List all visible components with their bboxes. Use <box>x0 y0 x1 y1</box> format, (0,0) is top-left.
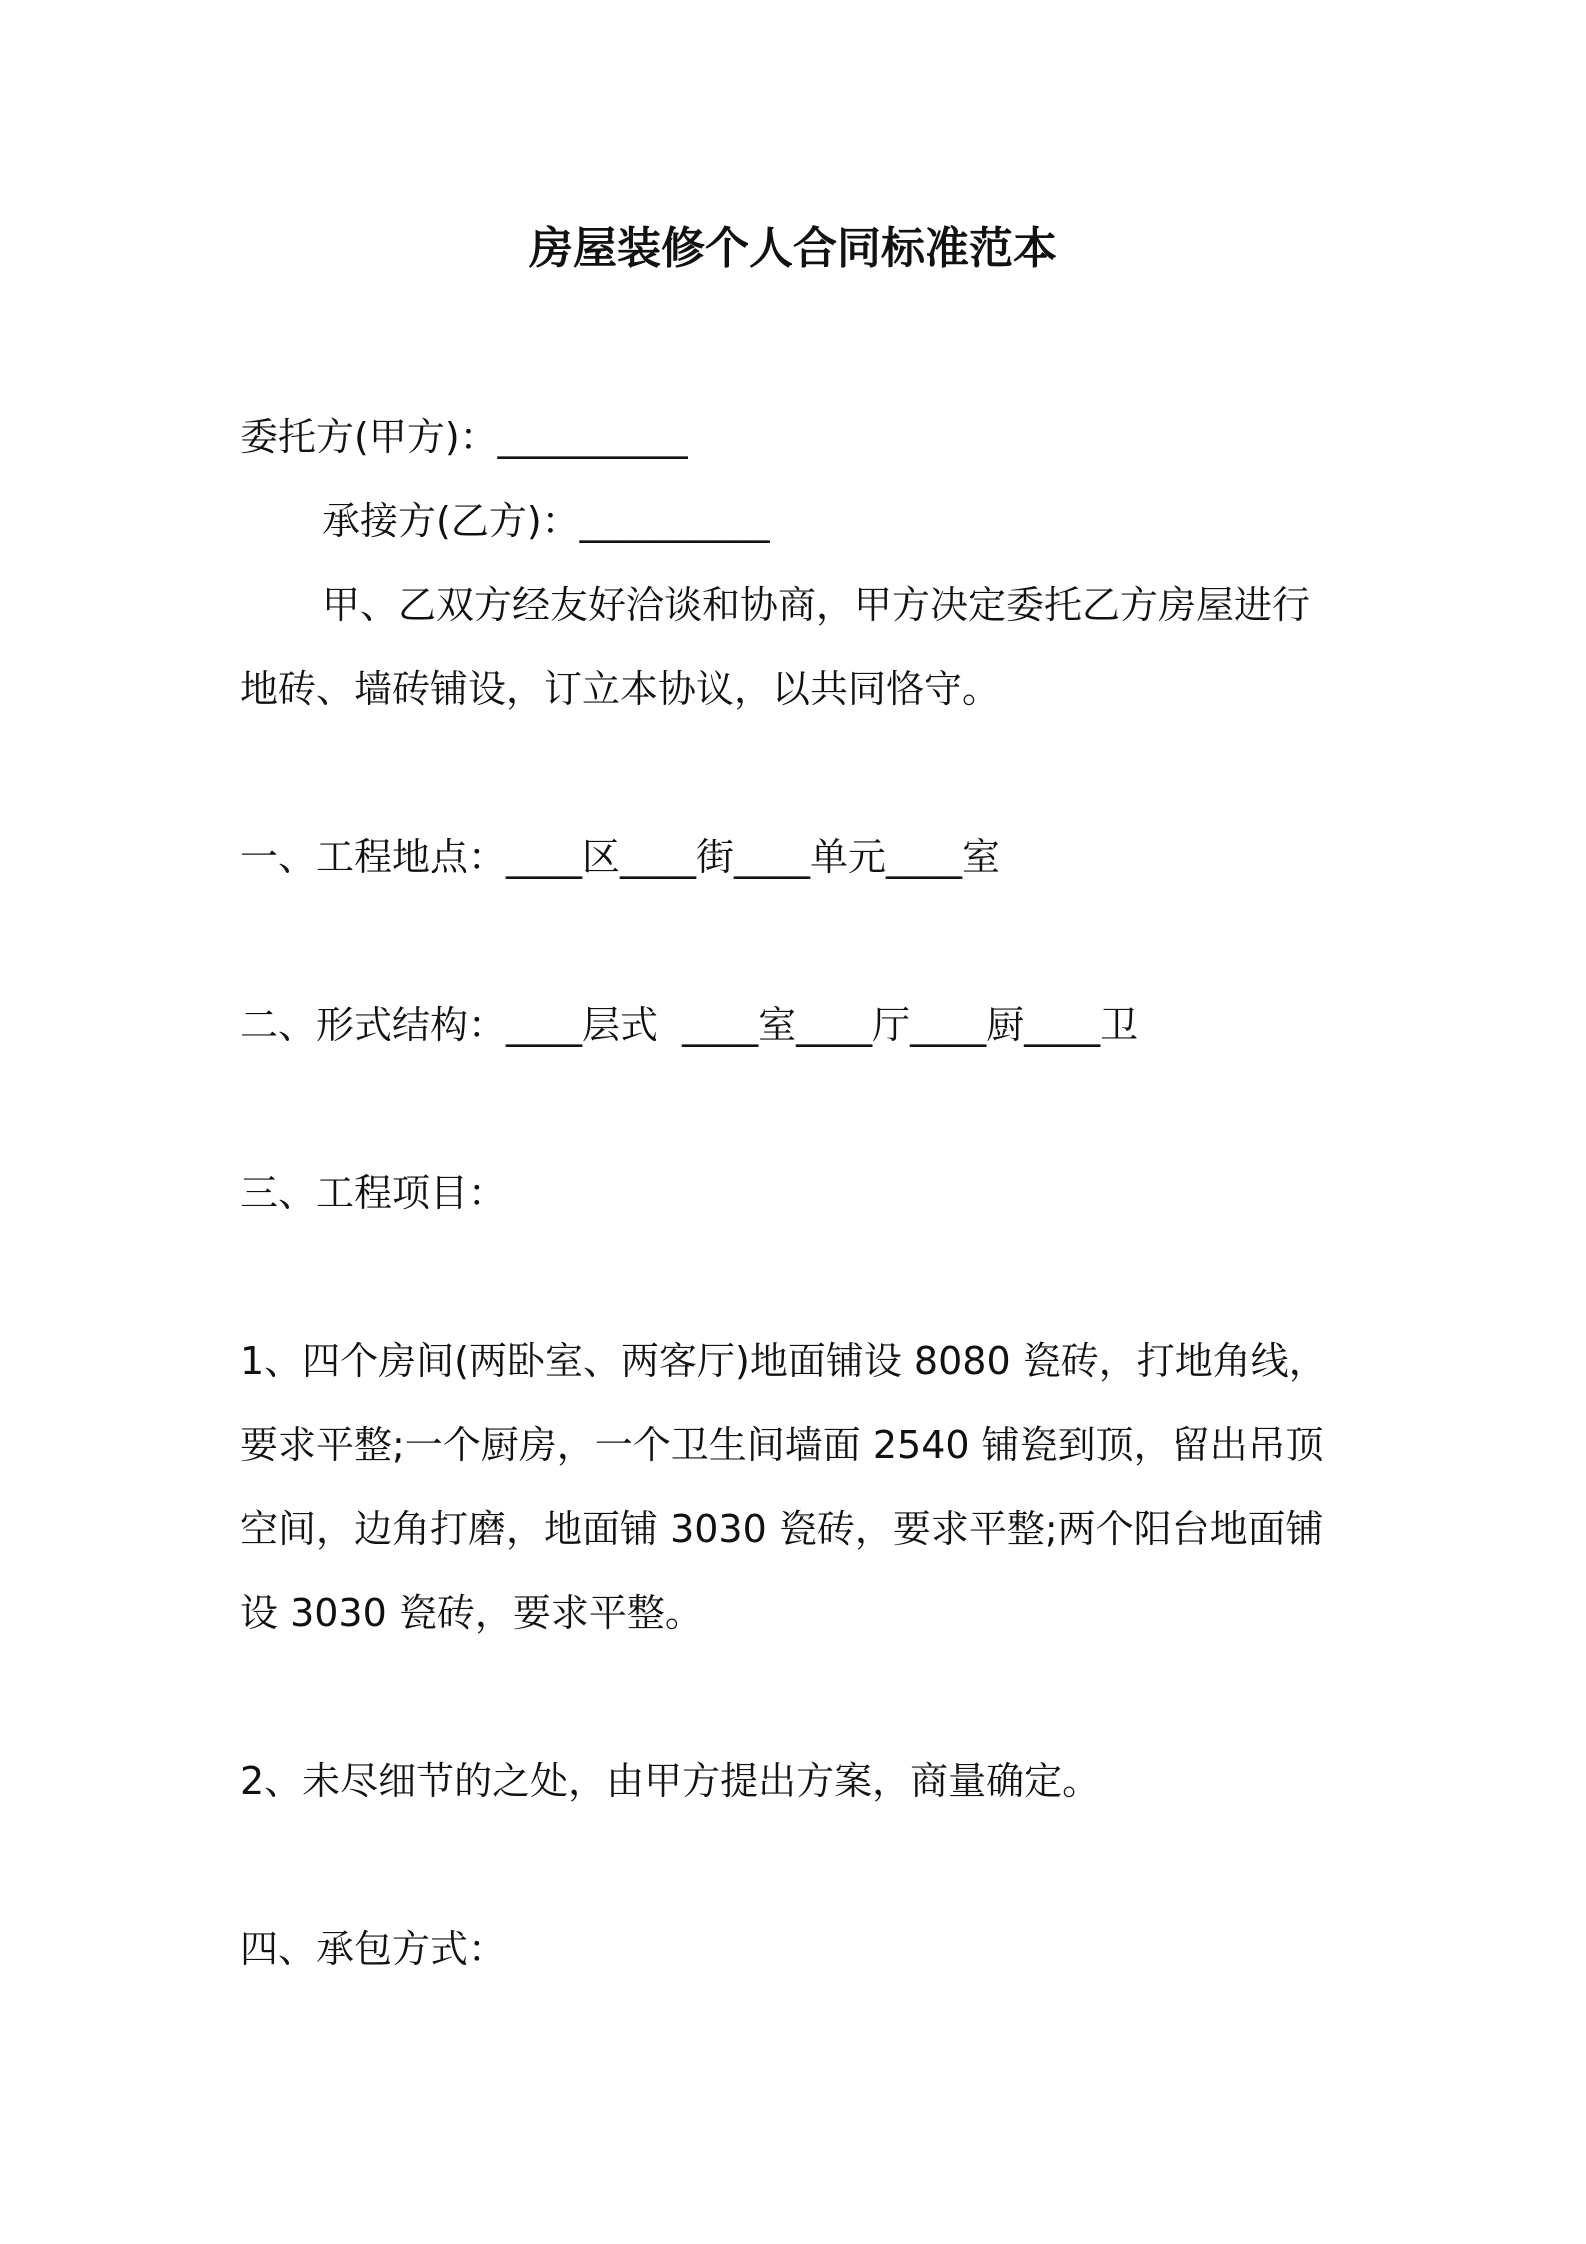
item-1-line-1: 1、四个房间(两卧室、两客厅)地面铺设 8080 瓷砖，打地角线， <box>240 1339 1327 1383</box>
intro-line-1: 甲、乙双方经友好洽谈和协商，甲方决定委托乙方房屋进行 <box>322 583 1311 627</box>
item-2-line: 2、未尽细节的之处，由甲方提出方案，商量确定。 <box>240 1759 1101 1803</box>
item-1-line-2: 要求平整;一个厨房，一个卫生间墙面 2540 铺瓷到顶，留出吊顶 <box>240 1423 1324 1467</box>
party-b-line: 承接方(乙方)：__________ <box>322 499 770 543</box>
intro-line-2: 地砖、墙砖铺设，订立本协议，以共同恪守。 <box>240 667 1001 711</box>
party-a-line: 委托方(甲方)：__________ <box>240 415 688 459</box>
section-1-location: 一、工程地点：____区____街____单元____室 <box>240 835 1001 879</box>
section-3-heading: 三、工程项目： <box>240 1171 507 1215</box>
section-2-structure: 二、形式结构：____层式 ____室____厅____厨____卫 <box>240 1003 1139 1047</box>
section-4-heading: 四、承包方式： <box>240 1927 507 1971</box>
item-1-paragraph <box>240 1319 1360 1655</box>
document-title: 房屋装修个人合同标准范本 <box>529 223 1057 274</box>
item-1-line-4: 设 3030 瓷砖，要求平整。 <box>240 1591 703 1635</box>
item-1-line-3: 空间，边角打磨，地面铺 3030 瓷砖，要求平整;两个阳台地面铺 <box>240 1507 1324 1551</box>
